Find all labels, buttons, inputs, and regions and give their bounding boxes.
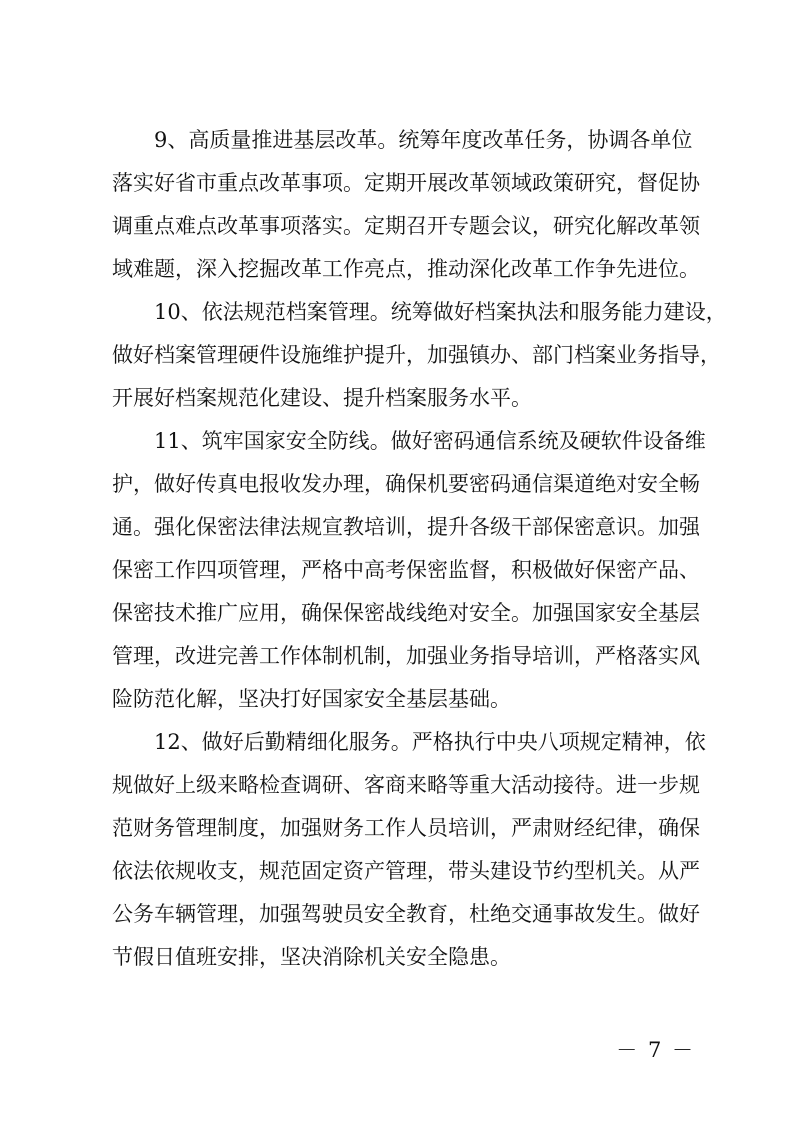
paragraph-12-line-5: 公务车辆管理，加强驾驶员安全教育，杜绝交通事故发生。做好 [112, 902, 700, 926]
paragraph-12-line-4: 依法依规收支，规范固定资产管理，带头建设节约型机关。从严 [112, 859, 700, 883]
paragraph-10-line-3: 开展好档案规范化建设、提升档案服务水平。 [112, 386, 532, 410]
paragraph-10-line-1: 10、依法规范档案管理。统筹做好档案执法和服务能力建设， [154, 300, 727, 324]
paragraph-12-line-1: 12、做好后勤精细化服务。严格执行中央八项规定精神，依 [154, 730, 706, 754]
page-number: － 7 － [616, 1038, 695, 1062]
paragraph-12-line-6: 节假日值班安排，坚决消除机关安全隐患。 [112, 945, 511, 969]
paragraph-11-line-7: 险防范化解，坚决打好国家安全基层基础。 [112, 687, 511, 711]
paragraph-11-line-5: 保密技术推广应用，确保保密战线绝对安全。加强国家安全基层 [112, 601, 700, 625]
paragraph-11-line-4: 保密工作四项管理，严格中高考保密监督，积极做好保密产品、 [112, 558, 700, 582]
paragraph-9-line-4: 域难题，深入挖掘改革工作亮点，推动深化改革工作争先进位。 [112, 257, 700, 281]
paragraph-11-line-2: 护，做好传真电报收发办理，确保机要密码通信渠道绝对安全畅 [112, 472, 700, 496]
paragraph-11-line-1: 11、筑牢国家安全防线。做好密码通信系统及硬软件设备维 [154, 429, 706, 453]
paragraph-9-line-2: 落实好省市重点改革事项。定期开展改革领域政策研究，督促协 [112, 171, 700, 195]
paragraph-10-line-2: 做好档案管理硬件设施维护提升，加强镇办、部门档案业务指导， [112, 343, 721, 367]
paragraph-11-line-6: 管理，改进完善工作体制机制，加强业务指导培训，严格落实风 [112, 644, 700, 668]
paragraph-11-line-3: 通。强化保密法律法规宣教培训，提升各级干部保密意识。加强 [112, 515, 700, 539]
paragraph-9-line-3: 调重点难点改革事项落实。定期召开专题会议，研究化解改革领 [112, 214, 700, 238]
paragraph-12-line-2: 规做好上级来略检查调研、客商来略等重大活动接待。进一步规 [112, 773, 700, 797]
paragraph-9-line-1: 9、高质量推进基层改革。统筹年度改革任务，协调各单位 [154, 128, 693, 152]
paragraph-12-line-3: 范财务管理制度，加强财务工作人员培训，严肃财经纪律，确保 [112, 816, 700, 840]
